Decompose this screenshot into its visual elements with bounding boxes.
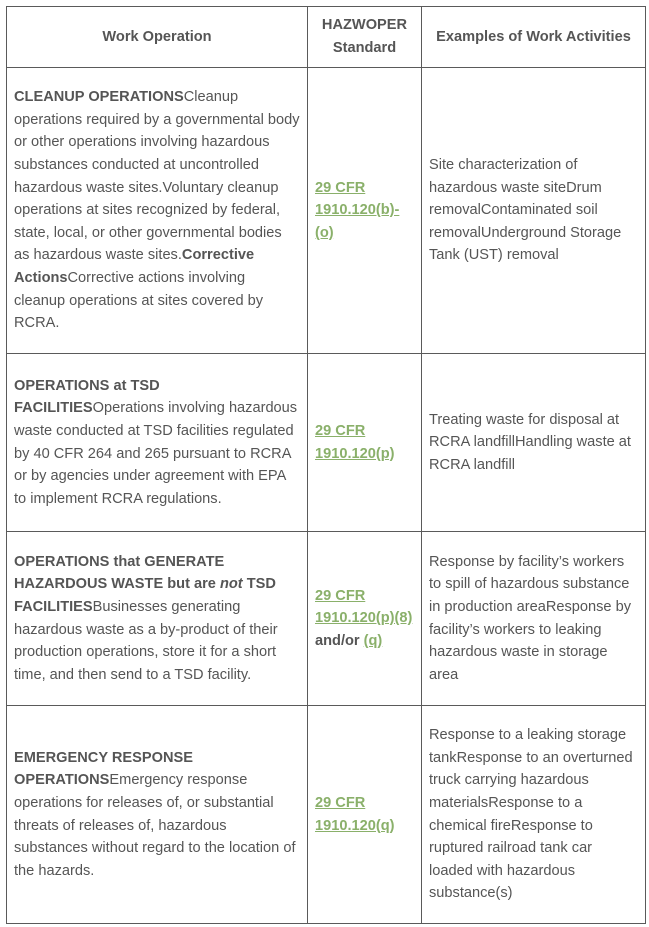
standard-link[interactable]: 29 CFR 1910.120(p)(8): [315, 587, 413, 627]
hazwoper-table: [6, 6, 646, 924]
standard-cell: [308, 354, 422, 532]
standard-joiner: and/or: [315, 632, 364, 649]
operation-subdescription: Corrective actions involving cleanup operations at sites covered by RCRA.: [14, 269, 264, 332]
header-row: [7, 7, 646, 68]
operation-description: Emergency response operations for releases of, or substantial threats of releases of, hazardous substances without regard to the location of the hazards.: [14, 772, 296, 879]
table-row: [7, 354, 646, 532]
examples-text: Response by facility’s workers to spill of hazardous substance in production areaResponse by facility’s workers to leaking hazardous waste in storage area: [429, 553, 632, 683]
examples-cell: [422, 532, 646, 706]
work-operation-cell: [7, 706, 308, 924]
table-header: [7, 7, 646, 68]
header-examples: [422, 7, 646, 68]
operation-description: Businesses generating hazardous waste as a by-product of their production operations, store it for a short time, and then send to a TSD facility.: [14, 598, 278, 683]
examples-text: Treating waste for disposal at RCRA landfillHandling waste at RCRA landfill: [429, 411, 631, 473]
operation-subtitle: Corrective Actions: [14, 247, 255, 286]
operation-description: Cleanup operations required by a governmental body or other operations involving hazardous substances conducted at uncontrolled hazardous waste sites.Voluntary cleanup operations at sites recognized by federal, state, local, or other governmental bodies as hazardous waste sites.: [14, 89, 300, 264]
examples-cell: [422, 354, 646, 532]
table-row: [7, 706, 646, 924]
operation-title: CLEANUP OPERATIONS: [14, 89, 184, 106]
header-standard-line2: Standard: [332, 40, 397, 56]
standard-link[interactable]: 29 CFR 1910.120(b)-(o): [315, 179, 400, 241]
header-examples-label: Examples of Work Activities: [436, 28, 631, 45]
table-body: [7, 68, 646, 924]
standard-cell: [308, 706, 422, 924]
table-row: [7, 68, 646, 354]
operation-title-emphasis: not: [219, 576, 243, 593]
standard-link-secondary[interactable]: (q): [363, 632, 383, 649]
standard-link[interactable]: 29 CFR 1910.120(p): [315, 422, 395, 462]
work-operation-cell: [7, 68, 308, 354]
standard-cell: [308, 68, 422, 354]
operation-title-part1: OPERATIONS that GENERATE HAZARDOUS WASTE but are: [14, 553, 225, 593]
header-work-operation-label: Work Operation: [102, 28, 212, 45]
examples-text: Response to a leaking storage tankResponse to an overturned truck carrying hazardous materialsResponse to a chemical fireResponse to ruptured railroad tank car loaded with hazardous substance(s): [429, 727, 633, 902]
examples-text: Site characterization of hazardous waste siteDrum removalContaminated soil removalUnderground Storage Tank (UST) removal: [429, 157, 622, 264]
operation-title: OPERATIONS at TSD FACILITIES: [14, 377, 160, 417]
header-work-operation: [7, 7, 308, 68]
header-hazwoper-standard: [308, 7, 422, 68]
header-standard-line1: HAZWOPER: [321, 17, 408, 34]
operation-title-part2: TSD FACILITIES: [14, 576, 276, 615]
table-row: [7, 532, 646, 706]
work-operation-cell: [7, 532, 308, 706]
operation-description: Operations involving hazardous waste conducted at TSD facilities regulated by 40 CFR 264 and 265 pursuant to RCRA or by agencies under agreement with EPA to implement RCRA regulations.: [14, 400, 298, 507]
examples-cell: [422, 68, 646, 354]
standard-link[interactable]: 29 CFR 1910.120(q): [315, 794, 395, 834]
work-operation-cell: [7, 354, 308, 532]
operation-title: EMERGENCY RESPONSE OPERATIONS: [14, 749, 193, 789]
standard-cell: [308, 532, 422, 706]
examples-cell: [422, 706, 646, 924]
